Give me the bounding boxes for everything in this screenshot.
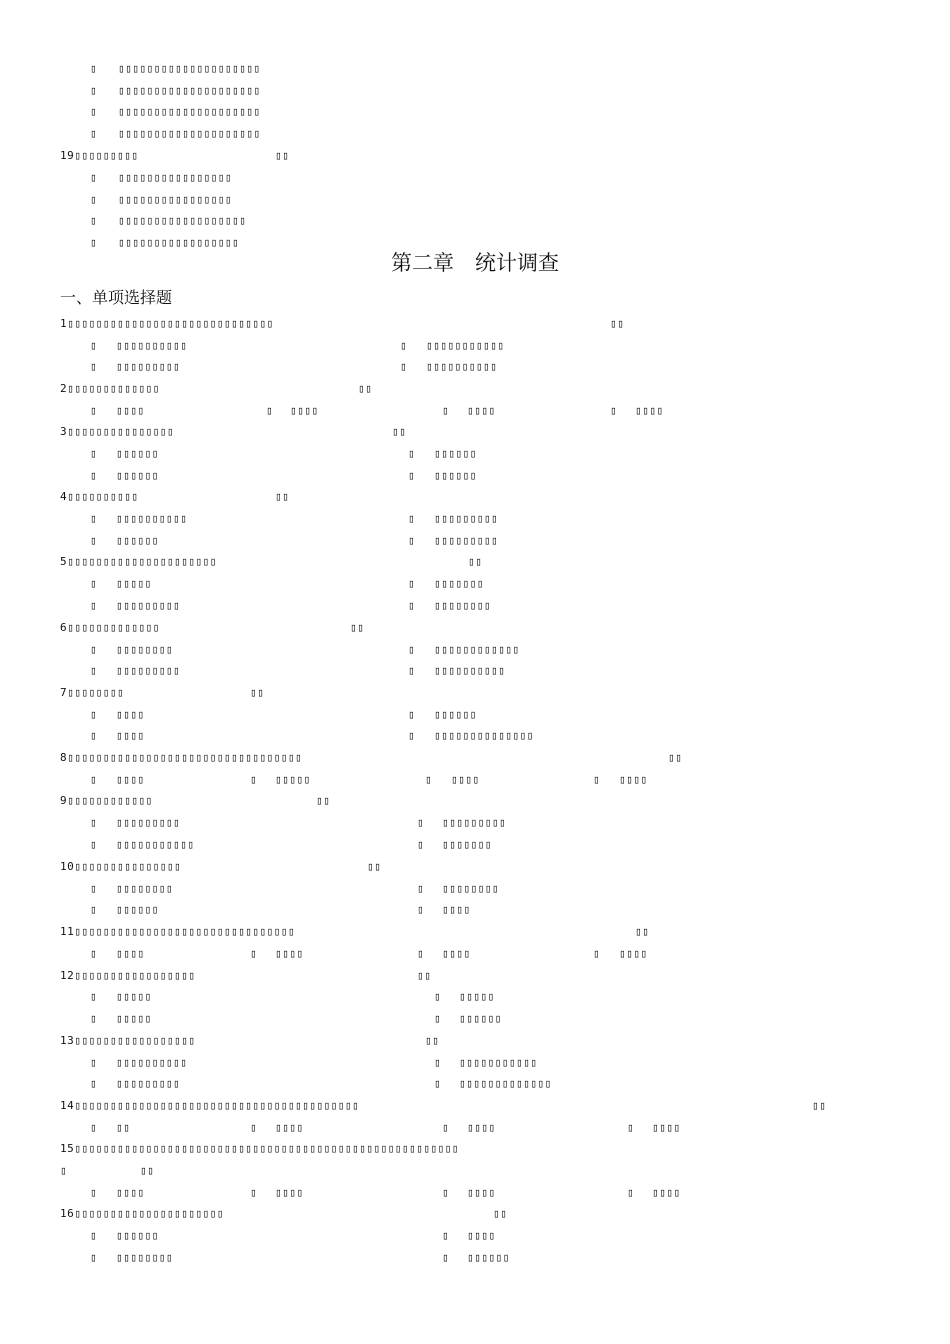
text-run: ▯ bbox=[417, 882, 425, 895]
text-run: ▯▯▯▯ bbox=[619, 947, 648, 960]
text-run: ▯▯ bbox=[275, 149, 290, 162]
text-line bbox=[0, 124, 950, 144]
text-line bbox=[0, 574, 950, 594]
text-run: ▯ bbox=[593, 773, 601, 786]
text-run: ▯▯▯▯▯ bbox=[116, 1012, 152, 1025]
text-run: ▯ bbox=[627, 1186, 635, 1199]
text-run: ▯▯▯▯ bbox=[619, 773, 648, 786]
text-run: ▯▯▯▯ bbox=[116, 773, 145, 786]
text-line bbox=[0, 1161, 950, 1181]
text-run: ▯▯▯▯ bbox=[116, 947, 145, 960]
text-line bbox=[0, 190, 950, 210]
text-run: ▯▯ bbox=[635, 925, 650, 938]
text-run: ▯ bbox=[90, 1251, 98, 1264]
text-line bbox=[0, 1139, 950, 1159]
text-run: ▯▯▯▯▯▯▯▯▯ bbox=[434, 512, 499, 525]
text-line bbox=[0, 168, 950, 188]
text-run: ▯▯ bbox=[140, 1164, 155, 1177]
text-run: ▯ bbox=[408, 512, 416, 525]
text-run: ▯▯▯▯▯ bbox=[116, 577, 152, 590]
text-run: ▯ bbox=[442, 1229, 450, 1242]
text-run: ▯▯▯▯▯▯ bbox=[116, 469, 159, 482]
text-run: ▯▯▯▯▯▯▯▯▯ bbox=[116, 1077, 181, 1090]
text-run: ▯▯▯▯▯▯▯▯▯▯▯▯▯▯▯▯▯▯▯▯ bbox=[118, 105, 261, 118]
text-line bbox=[0, 336, 950, 356]
text-line bbox=[0, 552, 950, 572]
text-line bbox=[0, 487, 950, 507]
text-run: ▯▯▯▯ bbox=[116, 729, 145, 742]
text-run: ▯ bbox=[408, 643, 416, 656]
text-run: ▯ bbox=[90, 708, 98, 721]
text-run: ▯▯▯▯▯▯▯▯▯▯▯▯▯▯▯▯▯▯ bbox=[118, 214, 247, 227]
text-run: ▯▯▯▯▯▯▯▯▯▯▯ bbox=[459, 1056, 538, 1069]
text-run: ▯▯▯▯ bbox=[116, 1186, 145, 1199]
text-line bbox=[0, 748, 950, 768]
text-run: ▯ bbox=[90, 773, 98, 786]
text-run: ▯▯▯▯▯▯▯▯ bbox=[116, 643, 173, 656]
text-run: ▯▯▯▯▯▯▯▯▯▯▯▯▯▯▯▯▯▯▯▯ bbox=[118, 62, 261, 75]
text-run: ▯▯▯▯▯▯▯ bbox=[434, 577, 484, 590]
text-run: ▯▯▯▯▯▯▯▯▯▯▯▯▯ bbox=[459, 1077, 552, 1090]
text-run: ▯▯▯▯▯▯▯▯▯▯▯▯▯▯▯▯ bbox=[118, 193, 232, 206]
text-run: ▯ bbox=[442, 1186, 450, 1199]
text-run: ▯ bbox=[90, 62, 98, 75]
text-run: ▯▯▯▯▯ bbox=[275, 773, 311, 786]
text-run: ▯▯▯▯▯▯▯▯▯▯▯ bbox=[116, 838, 195, 851]
text-line bbox=[0, 618, 950, 638]
text-run: 13▯▯▯▯▯▯▯▯▯▯▯▯▯▯▯▯▯ bbox=[60, 1034, 196, 1047]
text-run: ▯▯▯▯▯▯▯▯▯▯ bbox=[426, 360, 498, 373]
text-run: ▯▯▯▯▯▯ bbox=[459, 1012, 502, 1025]
text-run: ▯ bbox=[417, 947, 425, 960]
text-line bbox=[0, 531, 950, 551]
text-line bbox=[0, 1074, 950, 1094]
text-line bbox=[0, 987, 950, 1007]
text-run: ▯▯▯▯▯▯ bbox=[116, 1229, 159, 1242]
text-line bbox=[0, 879, 950, 899]
text-run: 12▯▯▯▯▯▯▯▯▯▯▯▯▯▯▯▯▯ bbox=[60, 969, 196, 982]
text-run: ▯ bbox=[90, 816, 98, 829]
text-run: ▯▯▯▯ bbox=[116, 404, 145, 417]
text-line bbox=[0, 596, 950, 616]
text-run: ▯ bbox=[60, 1164, 68, 1177]
text-run: ▯ bbox=[434, 990, 442, 1003]
text-run: 1▯▯▯▯▯▯▯▯▯▯▯▯▯▯▯▯▯▯▯▯▯▯▯▯▯▯▯▯▯ bbox=[60, 317, 274, 330]
text-run: ▯ bbox=[90, 214, 98, 227]
text-run: ▯ bbox=[90, 534, 98, 547]
text-run: ▯▯▯▯▯▯ bbox=[434, 469, 477, 482]
text-run: ▯▯▯▯▯▯▯▯▯▯▯▯▯▯▯▯▯▯▯▯ bbox=[118, 84, 261, 97]
text-run: ▯ bbox=[250, 947, 258, 960]
text-line bbox=[0, 357, 950, 377]
text-run: ▯▯ bbox=[367, 860, 382, 873]
text-line bbox=[0, 791, 950, 811]
text-run: ▯ bbox=[90, 339, 98, 352]
text-line bbox=[0, 509, 950, 529]
text-line bbox=[0, 146, 950, 166]
text-line bbox=[0, 944, 950, 964]
text-run: ▯▯▯▯ bbox=[275, 947, 304, 960]
text-run: ▯▯▯▯▯▯▯▯▯ bbox=[434, 534, 499, 547]
text-run: ▯▯▯▯ bbox=[467, 1186, 496, 1199]
text-run: ▯▯▯▯▯▯ bbox=[116, 534, 159, 547]
text-line bbox=[0, 705, 950, 725]
text-run: ▯ bbox=[90, 1121, 98, 1134]
text-run: ▯ bbox=[90, 729, 98, 742]
text-run: 10▯▯▯▯▯▯▯▯▯▯▯▯▯▯▯ bbox=[60, 860, 182, 873]
text-line bbox=[0, 102, 950, 122]
text-run: ▯ bbox=[90, 1077, 98, 1090]
text-run: 3▯▯▯▯▯▯▯▯▯▯▯▯▯▯▯ bbox=[60, 425, 174, 438]
text-run: ▯▯▯▯ bbox=[467, 1121, 496, 1134]
text-run: ▯ bbox=[90, 512, 98, 525]
text-run: ▯▯▯▯ bbox=[290, 404, 319, 417]
text-run: ▯ bbox=[250, 773, 258, 786]
text-run: 19▯▯▯▯▯▯▯▯▯ bbox=[60, 149, 139, 162]
text-run: 8▯▯▯▯▯▯▯▯▯▯▯▯▯▯▯▯▯▯▯▯▯▯▯▯▯▯▯▯▯▯▯▯▯ bbox=[60, 751, 303, 764]
text-run: ▯▯▯▯▯▯▯▯▯ bbox=[116, 599, 181, 612]
text-line bbox=[0, 640, 950, 660]
text-run: ▯ bbox=[90, 664, 98, 677]
text-run: ▯▯▯▯▯▯▯▯▯ bbox=[116, 664, 181, 677]
text-run: ▯ bbox=[417, 838, 425, 851]
text-line bbox=[0, 966, 950, 986]
text-run: 11▯▯▯▯▯▯▯▯▯▯▯▯▯▯▯▯▯▯▯▯▯▯▯▯▯▯▯▯▯▯▯ bbox=[60, 925, 296, 938]
text-line bbox=[0, 661, 950, 681]
text-run: ▯ bbox=[408, 729, 416, 742]
text-run: ▯ bbox=[90, 903, 98, 916]
text-line bbox=[0, 857, 950, 877]
text-run: ▯ bbox=[250, 1121, 258, 1134]
text-run: ▯▯▯▯▯▯▯▯▯ bbox=[116, 816, 181, 829]
text-run: ▯ bbox=[90, 469, 98, 482]
text-run: ▯▯▯▯▯▯ bbox=[467, 1251, 510, 1264]
text-line bbox=[0, 900, 950, 920]
text-run: 14▯▯▯▯▯▯▯▯▯▯▯▯▯▯▯▯▯▯▯▯▯▯▯▯▯▯▯▯▯▯▯▯▯▯▯▯▯▯▯▯ bbox=[60, 1099, 360, 1112]
text-run: 16▯▯▯▯▯▯▯▯▯▯▯▯▯▯▯▯▯▯▯▯▯ bbox=[60, 1207, 224, 1220]
text-run: 2▯▯▯▯▯▯▯▯▯▯▯▯▯ bbox=[60, 382, 160, 395]
text-run: ▯ bbox=[408, 447, 416, 460]
text-run: ▯▯▯▯▯▯ bbox=[434, 447, 477, 460]
text-run: ▯ bbox=[408, 708, 416, 721]
text-run: ▯ bbox=[400, 339, 408, 352]
text-run: ▯▯▯▯ bbox=[116, 708, 145, 721]
text-run: ▯ bbox=[90, 838, 98, 851]
text-run: ▯▯ bbox=[468, 555, 483, 568]
text-run: ▯ bbox=[408, 469, 416, 482]
text-run: ▯▯▯▯▯▯▯▯▯▯▯▯▯▯▯▯ bbox=[118, 171, 232, 184]
text-run: ▯ bbox=[90, 990, 98, 1003]
chapter-title: 第二章 统计调查 bbox=[391, 251, 559, 275]
text-line bbox=[0, 211, 950, 231]
text-run: ▯ bbox=[90, 947, 98, 960]
text-run: ▯▯▯▯▯▯ bbox=[434, 708, 477, 721]
text-run: ▯ bbox=[408, 599, 416, 612]
text-run: ▯ bbox=[90, 1012, 98, 1025]
text-run: ▯▯ bbox=[116, 1121, 131, 1134]
text-run: ▯▯ bbox=[425, 1034, 440, 1047]
text-run: ▯ bbox=[90, 1056, 98, 1069]
text-run: ▯ bbox=[90, 447, 98, 460]
text-run: ▯▯▯▯▯▯▯▯▯▯ bbox=[116, 339, 188, 352]
text-run: ▯▯▯▯▯▯▯▯ bbox=[442, 882, 499, 895]
text-run: ▯▯ bbox=[350, 621, 365, 634]
text-run: ▯▯▯▯ bbox=[635, 404, 664, 417]
text-run: ▯▯▯▯ bbox=[467, 1229, 496, 1242]
text-line bbox=[0, 81, 950, 101]
text-run: ▯▯▯▯▯ bbox=[459, 990, 495, 1003]
text-line bbox=[0, 59, 950, 79]
text-run: 15▯▯▯▯▯▯▯▯▯▯▯▯▯▯▯▯▯▯▯▯▯▯▯▯▯▯▯▯▯▯▯▯▯▯▯▯▯▯▯▯▯▯▯▯▯▯▯▯▯▯▯▯▯▯ bbox=[60, 1142, 459, 1155]
text-run: ▯▯▯▯▯ bbox=[116, 990, 152, 1003]
text-run: ▯ bbox=[434, 1012, 442, 1025]
text-run: ▯▯▯▯▯▯▯▯▯▯▯▯ bbox=[434, 643, 520, 656]
text-run: ▯▯ bbox=[392, 425, 407, 438]
text-line bbox=[0, 1053, 950, 1073]
text-run: 5▯▯▯▯▯▯▯▯▯▯▯▯▯▯▯▯▯▯▯▯▯ bbox=[60, 555, 217, 568]
text-line bbox=[0, 314, 950, 334]
text-run: 9▯▯▯▯▯▯▯▯▯▯▯▯ bbox=[60, 794, 153, 807]
text-run: ▯▯▯▯ bbox=[442, 903, 471, 916]
text-line bbox=[0, 835, 950, 855]
text-run: ▯ bbox=[408, 534, 416, 547]
text-run: ▯▯ bbox=[610, 317, 625, 330]
text-run: ▯ bbox=[90, 643, 98, 656]
text-run: 7▯▯▯▯▯▯▯▯ bbox=[60, 686, 125, 699]
text-line bbox=[0, 922, 950, 942]
text-run: ▯ bbox=[408, 664, 416, 677]
text-run: ▯▯ bbox=[316, 794, 331, 807]
text-run: ▯ bbox=[90, 127, 98, 140]
text-run: ▯ bbox=[408, 577, 416, 590]
text-run: ▯ bbox=[90, 171, 98, 184]
text-run: ▯ bbox=[417, 816, 425, 829]
text-run: ▯▯▯▯ bbox=[442, 947, 471, 960]
text-run: ▯ bbox=[627, 1121, 635, 1134]
text-run: ▯ bbox=[90, 105, 98, 118]
text-run: ▯ bbox=[90, 577, 98, 590]
text-run: ▯ bbox=[417, 903, 425, 916]
text-run: ▯▯▯▯▯▯▯▯▯▯ bbox=[434, 664, 506, 677]
text-run: ▯ bbox=[442, 1121, 450, 1134]
text-line bbox=[0, 233, 950, 253]
text-run: ▯▯▯▯ bbox=[275, 1121, 304, 1134]
text-run: ▯▯▯▯▯▯▯▯▯▯▯▯▯▯▯▯▯ bbox=[118, 236, 240, 249]
text-line bbox=[0, 770, 950, 790]
text-line bbox=[0, 683, 950, 703]
text-line bbox=[0, 1031, 950, 1051]
text-run: ▯▯ bbox=[358, 382, 373, 395]
text-run: ▯ bbox=[90, 236, 98, 249]
text-run: 4▯▯▯▯▯▯▯▯▯▯ bbox=[60, 490, 139, 503]
text-line bbox=[0, 1183, 950, 1203]
text-run: ▯▯ bbox=[668, 751, 683, 764]
text-run: ▯▯▯▯ bbox=[652, 1121, 681, 1134]
text-run: ▯ bbox=[90, 404, 98, 417]
text-run: ▯ bbox=[90, 193, 98, 206]
text-run: ▯▯▯▯ bbox=[275, 1186, 304, 1199]
text-run: ▯▯▯▯▯▯▯ bbox=[442, 838, 492, 851]
text-run: ▯ bbox=[250, 1186, 258, 1199]
text-run: ▯▯▯▯▯▯▯▯▯▯▯▯▯▯▯▯▯▯▯▯ bbox=[118, 127, 261, 140]
text-line bbox=[0, 422, 950, 442]
text-run: ▯ bbox=[610, 404, 618, 417]
text-run: ▯ bbox=[442, 404, 450, 417]
text-line bbox=[0, 1009, 950, 1029]
text-run: ▯▯▯▯▯▯ bbox=[116, 903, 159, 916]
text-run: ▯▯ bbox=[250, 686, 265, 699]
text-run: ▯ bbox=[90, 1229, 98, 1242]
text-line bbox=[0, 1204, 950, 1224]
text-run: ▯▯ bbox=[812, 1099, 827, 1112]
text-run: ▯▯▯▯▯▯▯▯▯▯ bbox=[116, 512, 188, 525]
text-run: ▯▯▯▯▯▯ bbox=[116, 447, 159, 460]
text-line bbox=[0, 813, 950, 833]
text-run: ▯ bbox=[90, 599, 98, 612]
text-run: ▯ bbox=[434, 1056, 442, 1069]
text-run: ▯ bbox=[425, 773, 433, 786]
text-run: ▯▯ bbox=[493, 1207, 508, 1220]
section-heading: 一、单项选择题 bbox=[60, 288, 173, 307]
text-run: ▯ bbox=[90, 360, 98, 373]
text-run: ▯ bbox=[400, 360, 408, 373]
text-run: ▯▯▯▯▯▯▯▯▯ bbox=[442, 816, 507, 829]
text-run: ▯ bbox=[90, 84, 98, 97]
text-line bbox=[0, 379, 950, 399]
text-run: ▯▯▯▯▯▯▯▯ bbox=[434, 599, 491, 612]
text-run: ▯▯▯▯ bbox=[467, 404, 496, 417]
text-line bbox=[0, 726, 950, 746]
text-run: ▯▯▯▯▯▯▯▯▯▯ bbox=[116, 1056, 188, 1069]
text-line bbox=[0, 444, 950, 464]
text-run: ▯▯▯▯▯▯▯▯ bbox=[116, 1251, 173, 1264]
text-run: ▯▯▯▯▯▯▯▯▯▯▯▯▯▯ bbox=[434, 729, 534, 742]
text-run: ▯▯▯▯ bbox=[451, 773, 480, 786]
text-line bbox=[0, 401, 950, 421]
text-run: ▯▯ bbox=[417, 969, 432, 982]
text-run: ▯▯ bbox=[275, 490, 290, 503]
text-run: ▯ bbox=[266, 404, 274, 417]
text-run: ▯ bbox=[434, 1077, 442, 1090]
text-run: ▯ bbox=[593, 947, 601, 960]
text-line bbox=[0, 1096, 950, 1116]
text-run: ▯▯▯▯▯▯▯▯▯▯▯ bbox=[426, 339, 505, 352]
text-run: 6▯▯▯▯▯▯▯▯▯▯▯▯▯ bbox=[60, 621, 160, 634]
text-line bbox=[0, 1118, 950, 1138]
text-run: ▯ bbox=[442, 1251, 450, 1264]
text-line bbox=[0, 466, 950, 486]
text-run: ▯▯▯▯▯▯▯▯▯ bbox=[116, 360, 181, 373]
text-run: ▯▯▯▯ bbox=[652, 1186, 681, 1199]
text-run: ▯▯▯▯▯▯▯▯ bbox=[116, 882, 173, 895]
text-run: ▯ bbox=[90, 1186, 98, 1199]
text-line bbox=[0, 1226, 950, 1246]
text-line bbox=[0, 1248, 950, 1268]
text-run: ▯ bbox=[90, 882, 98, 895]
